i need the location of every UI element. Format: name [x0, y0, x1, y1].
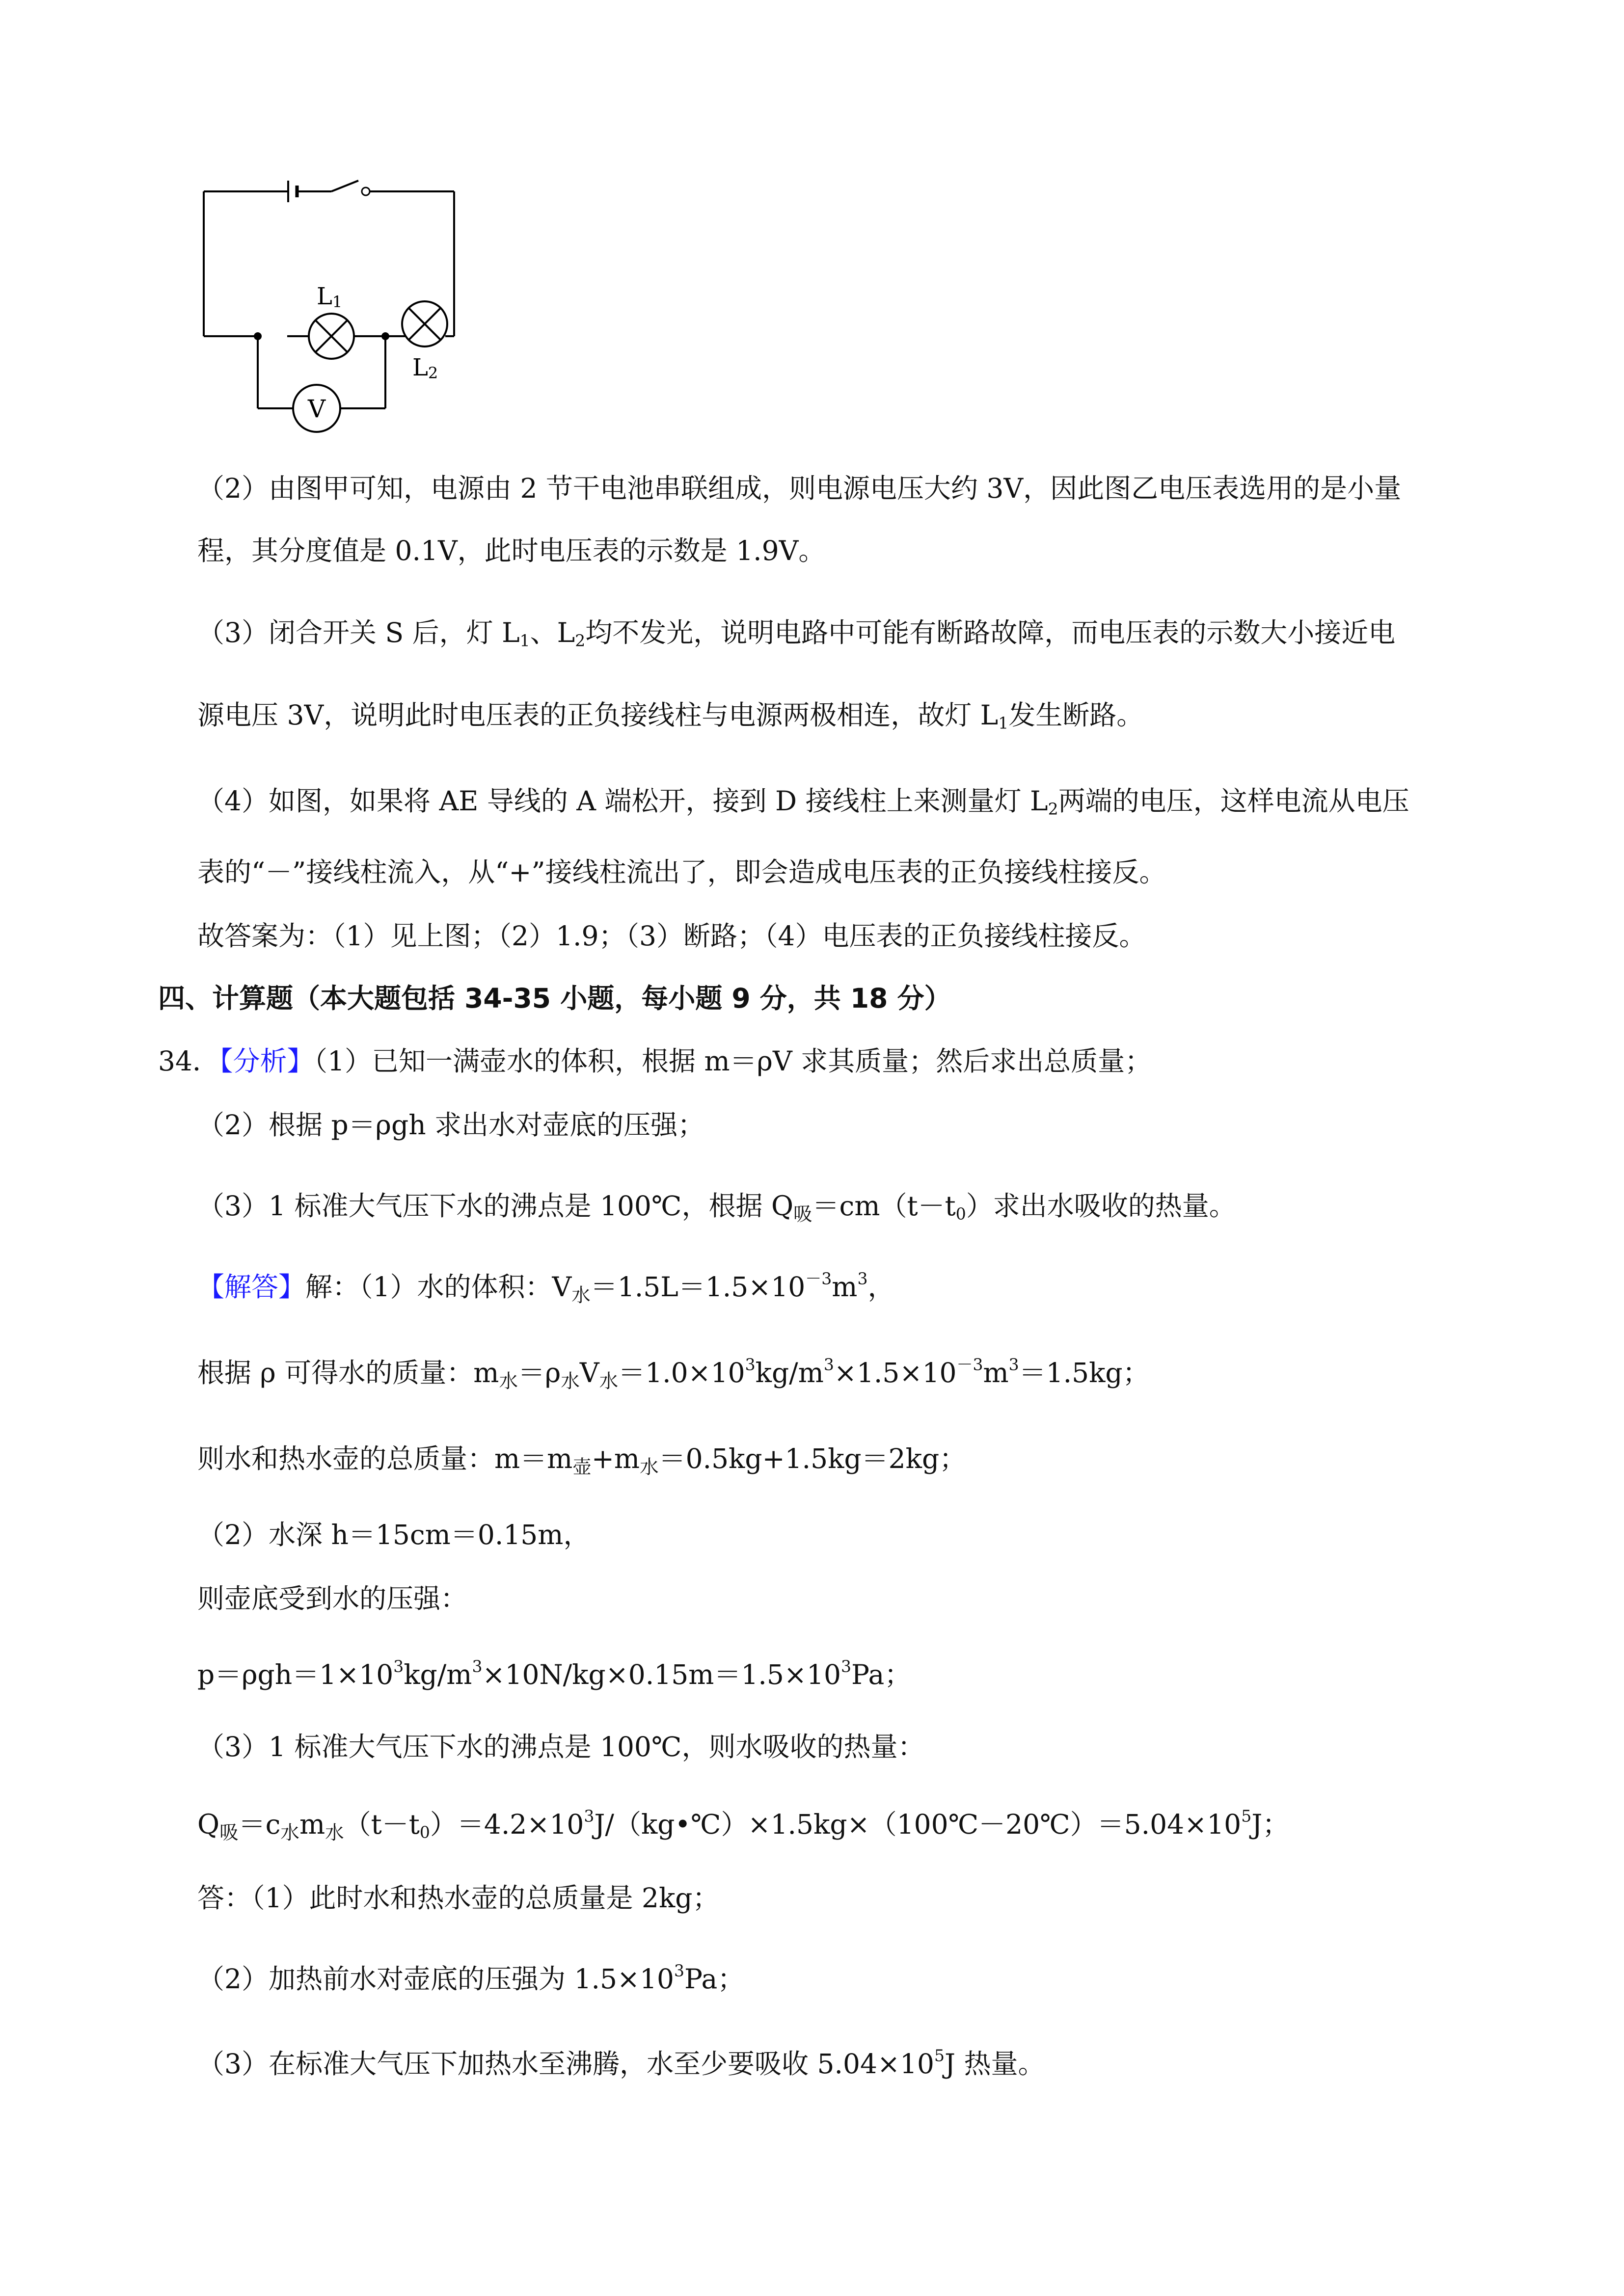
q34-analysis-line-3: （3）1 标准大气压下水的沸点是 100℃，根据 Q吸$=cm(t-t_0)$求出水吸收的热量。	[197, 1190, 1236, 1226]
q34-answer-line-1: 答：（1）此时水和热水壶的总质量是 2kg；	[197, 1882, 720, 1914]
section-heading: 四、计算题（本大题包括 34-35 小题，每小题 9 分，共 18 分）	[158, 983, 951, 1014]
q34-solution-line-5: 则壶底受到水的压强：	[197, 1583, 468, 1614]
analysis-tag: 【分析】	[219, 1045, 314, 1077]
answer-summary: 故答案为：（1）见上图；（2）1.9；（3）断路；（4）电压表的正负接线柱接反。	[197, 920, 1146, 952]
q34-solution-line-6: $p=\rho gh=1\times 10^3kg/m^3\times 10N/kg\times 0.15m=1.5\times 10^3Pa$；	[197, 1656, 912, 1690]
q34-solution-line-3: 则水和热水壶的总质量：m＝m壶+m水＝0.5kg+1.5kg＝2kg；	[197, 1443, 967, 1478]
solution-tag: 【解答】	[197, 1271, 306, 1303]
q34-analysis-line-1: 34．【分析】（1）已知一满壶水的体积，根据 m＝ρV 求其质量；然后求出总质量；	[158, 1045, 1152, 1077]
lamp-l2-label: L2	[412, 354, 438, 382]
para-4-line-1: （4）如图，如果将 AE 导线的 A 端松开，接到 D 接线柱上来测量灯 $L_2$两端的电压，这样电流从电压	[197, 785, 1409, 819]
voltmeter-label: V	[307, 395, 326, 423]
q34-solution-line-2: 根据 ρ 可得水的质量：m水＝ρ水V水$=1.0\times 10^3kg/m^3\times 1.5\times 10^{-3}m^3=1.5kg$；	[197, 1355, 1150, 1392]
lamp-l1-icon	[309, 314, 354, 359]
q34-solution-line-4: （2）水深 h＝15cm＝0.15m，	[197, 1519, 591, 1550]
voltmeter-icon	[293, 385, 340, 432]
para-2-line-2: 程，其分度值是 0.1V，此时电压表的示数是 1.9V。	[197, 535, 826, 566]
q34-answer-line-2: （2）加热前水对壶底的压强为 $1.5\times 10^3Pa$；	[197, 1961, 745, 1995]
q34-solution-line-8: Q吸＝c水m水$(t-t_0)=4.2\times 10^3J/(kg•℃)\times 1.5kg\times(100℃-20℃)=5.04\times 10^5J$；	[197, 1806, 1290, 1844]
para-3-line-2: 源电压 3V，说明此时电压表的正负接线柱与电源两极相连，故灯 $L_1$发生断路。	[197, 699, 1144, 733]
q34-answer-line-3: （3）在标准大气压下加热水至沸腾，水至少要吸收 $5.04\times 10^5J$ 热量。	[197, 2046, 1045, 2080]
para-2-line-1: （2）由图甲可知，电源由 2 节干电池串联组成，则电源电压大约 3V，因此图乙电压表选用的是小量	[197, 473, 1402, 504]
para-4-line-2: 表的“－”接线柱流入，从“+”接线柱流出了，即会造成电压表的正负接线柱接反。	[197, 856, 1166, 888]
q34-solution-line-7: （3）1 标准大气压下水的沸点是 100℃，则水吸收的热量：	[197, 1731, 925, 1762]
lamp-l1-label: L1	[317, 283, 343, 311]
q34-solution-line-1: 【解答】解：（1）水的体积：V水$=1.5L=1.5\times 10^{-3}m^3$，	[197, 1269, 895, 1307]
q34-analysis-line-2: （2）根据 p＝ρgh 求出水对壶底的压强；	[197, 1109, 705, 1141]
circuit-diagram	[194, 167, 469, 442]
para-3-line-1: （3）闭合开关 S 后，灯 $L_1$、$L_2$均不发光，说明电路中可能有断路故障，而电压表的示数大小接近电	[197, 617, 1396, 650]
lamp-l2-icon	[402, 301, 447, 347]
